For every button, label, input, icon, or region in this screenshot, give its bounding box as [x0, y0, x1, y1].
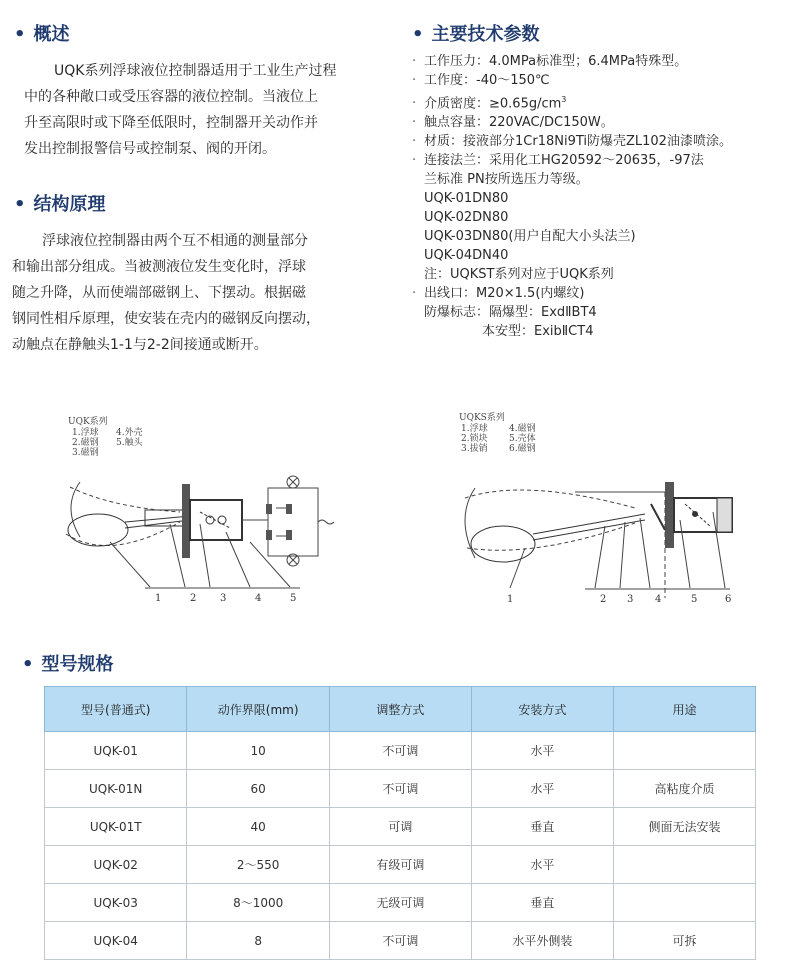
overview-title: 概述: [33, 24, 70, 45]
bullet-dot-icon: •: [22, 654, 34, 675]
part-number-label: 6: [725, 594, 732, 605]
part-number-label: 1: [507, 594, 514, 605]
part-number-label: 3: [220, 593, 227, 604]
table-cell: 可拆: [613, 922, 755, 960]
principle-line: 动触点在静触头1-1与2-2间接通或断开。: [12, 337, 268, 353]
diagram-legend-item: 4.外壳: [116, 428, 143, 438]
table-cell: 垂直: [471, 808, 613, 846]
table-cell: UQK-03: [45, 884, 187, 922]
table-cell: 10: [187, 732, 330, 770]
overview-line: 发出控制报警信号或控制泵、阀的开闭。: [24, 141, 276, 157]
diagram-legend-item: 1.浮球: [461, 424, 488, 434]
table-cell: UQK-02: [45, 846, 187, 884]
table-cell: UQK-01: [45, 732, 187, 770]
table-cell: 60: [187, 770, 330, 808]
table-cell: 有级可调: [329, 846, 471, 884]
spec-flange-cont: 兰标准 PN按所选压力等级。: [424, 172, 589, 188]
diagram-legend-item: 2.磁钢: [72, 438, 99, 448]
model-spec-table: [44, 686, 756, 960]
spec-material: · 材质：接液部分1Cr18Ni9Ti防爆壳ZL102油漆喷涂。: [412, 134, 732, 150]
indicator-lamp-icon: [287, 476, 299, 488]
spec-model-line: UQK-04DN40: [424, 248, 509, 264]
diagram-legend-item: 6.磁钢: [509, 444, 536, 454]
circuit-wiring: [242, 488, 334, 556]
uqks-structure-diagram: [455, 408, 760, 613]
overview-line: 升至高限时或下降至低限时，控制器开关动作并: [24, 115, 318, 131]
table-cell: UQK-01T: [45, 808, 187, 846]
part-number-label: 5: [290, 593, 297, 604]
part-number-label: 4: [655, 594, 662, 605]
principle-line: 浮球液位控制器由两个互不相通的测量部分: [42, 233, 308, 249]
diagram-legend-item: 5.触头: [116, 438, 143, 448]
spec-note: 注：UQKST系列对应于UQK系列: [424, 267, 614, 283]
table-cell: 水平: [471, 846, 613, 884]
table-header-row: [45, 687, 756, 732]
bullet-dot-icon: •: [14, 24, 26, 45]
diagram-legend-item: 3.拔销: [461, 444, 488, 454]
overview-paragraph: [24, 58, 336, 162]
float-rod: [533, 514, 645, 534]
model-spec-title: 型号规格: [41, 654, 114, 675]
part-number-label: 5: [691, 594, 698, 605]
uqk-structure-diagram: [50, 412, 370, 612]
leader-lines: [510, 512, 730, 589]
table-header-cell: 调整方式: [329, 687, 471, 732]
table-row: [45, 732, 756, 770]
table-cell: [613, 846, 755, 884]
table-cell: 不可调: [329, 770, 471, 808]
table-cell: 8～1000: [187, 884, 330, 922]
principle-line: 钢同性相斥原理，使安装在壳内的磁钢反向摆动，: [12, 311, 320, 327]
diagram-legend-title: UQK系列: [68, 417, 108, 427]
mounting-flange: [665, 482, 674, 548]
table-row: [45, 808, 756, 846]
table-cell: 侧面无法安装: [613, 808, 755, 846]
table-cell: 水平: [471, 732, 613, 770]
table-cell: UQK-04: [45, 922, 187, 960]
table-row: [45, 770, 756, 808]
diagram-legend-item: 4.磁钢: [509, 424, 536, 434]
diagram-legend-item: 1.浮球: [72, 428, 99, 438]
specs-list: [412, 52, 732, 341]
table-row: [45, 922, 756, 960]
table-header-cell: 用途: [613, 687, 755, 732]
spec-pressure: · 工作压力：4.0MPa标准型；6.4MPa特殊型。: [412, 54, 688, 69]
spec-density: · 介质密度：$\ge 0.65g/cm^3$: [412, 95, 567, 112]
float-ball-swing-arcs: [465, 488, 635, 558]
spec-contact: · 触点容量：220VAC/DC150W。: [412, 115, 614, 131]
part-number-label: 1: [155, 593, 162, 604]
table-cell: 水平外侧装: [471, 922, 613, 960]
principle-heading: [14, 190, 106, 216]
table-cell: 垂直: [471, 884, 613, 922]
table-cell: UQK-01N: [45, 770, 187, 808]
spec-model-line: UQK-02DN80: [424, 210, 509, 226]
overview-line: UQK系列浮球液位控制器适用于工业生产过程: [54, 63, 337, 79]
table-cell: 高粘度介质: [613, 770, 755, 808]
table-header-cell: 安装方式: [471, 687, 613, 732]
table-row: [45, 884, 756, 922]
bullet-dot-icon: •: [412, 24, 424, 45]
table-header-cell: 动作界限(mm): [187, 687, 330, 732]
spec-flange: · 连接法兰：采用化工HG20592～20635，-97法: [412, 153, 704, 169]
diagram-legend-item: 3.磁钢: [72, 448, 99, 458]
spec-temperature: · 工作度：-40～150℃: [412, 73, 550, 88]
table-cell: 不可调: [329, 922, 471, 960]
principle-paragraph: [12, 228, 320, 358]
principle-title: 结构原理: [33, 194, 106, 215]
spec-outlet: · 出线口：M20×1.5(内螺纹): [412, 286, 585, 302]
overview-heading: [14, 20, 70, 46]
table-cell: [613, 884, 755, 922]
part-number-label: 3: [627, 594, 634, 605]
part-number-label: 2: [190, 593, 197, 604]
table-cell: 不可调: [329, 732, 471, 770]
diagram-legend-item: 5.壳体: [509, 434, 536, 444]
spec-explosion-intrinsic: 本安型：ExibⅡCT4: [482, 324, 594, 340]
table-cell: 8: [187, 922, 330, 960]
model-spec-heading: [22, 650, 114, 676]
spec-explosion: 防爆标志：隔爆型：ExdⅡBT4: [424, 305, 597, 321]
float-ball-icon: [471, 526, 535, 562]
float-ball-icon: [68, 514, 128, 546]
principle-line: 和输出部分组成。当被测液位发生变化时，浮球: [12, 259, 306, 275]
overview-line: 中的各种敞口或受压容器的液位控制。当液位上: [24, 89, 318, 105]
table-row: [45, 846, 756, 884]
mounting-flange: [182, 484, 190, 558]
specs-title: 主要技术参数: [431, 24, 540, 45]
table-cell: 水平: [471, 770, 613, 808]
diagram-legend-item: 2.锁块: [461, 434, 488, 444]
principle-line: 随之升降，从而使端部磁钢上、下摆动。根据磁: [12, 285, 306, 301]
table-cell: 40: [187, 808, 330, 846]
part-number-label: 2: [600, 594, 607, 605]
table-cell: 无级可调: [329, 884, 471, 922]
spec-model-line: UQK-01DN80: [424, 191, 509, 207]
bullet-dot-icon: •: [14, 194, 26, 215]
float-ball-swing-arcs: [66, 482, 180, 546]
table-cell: [613, 732, 755, 770]
table-cell: 可调: [329, 808, 471, 846]
spec-model-line: UQK-03DN80(用户自配大小头法兰): [424, 229, 636, 245]
specs-heading: [412, 20, 540, 46]
diagram-legend-title: UQKS系列: [459, 413, 505, 423]
table-header-cell: 型号(普通式): [45, 687, 187, 732]
part-number-label: 4: [255, 593, 262, 604]
table-cell: 2～550: [187, 846, 330, 884]
